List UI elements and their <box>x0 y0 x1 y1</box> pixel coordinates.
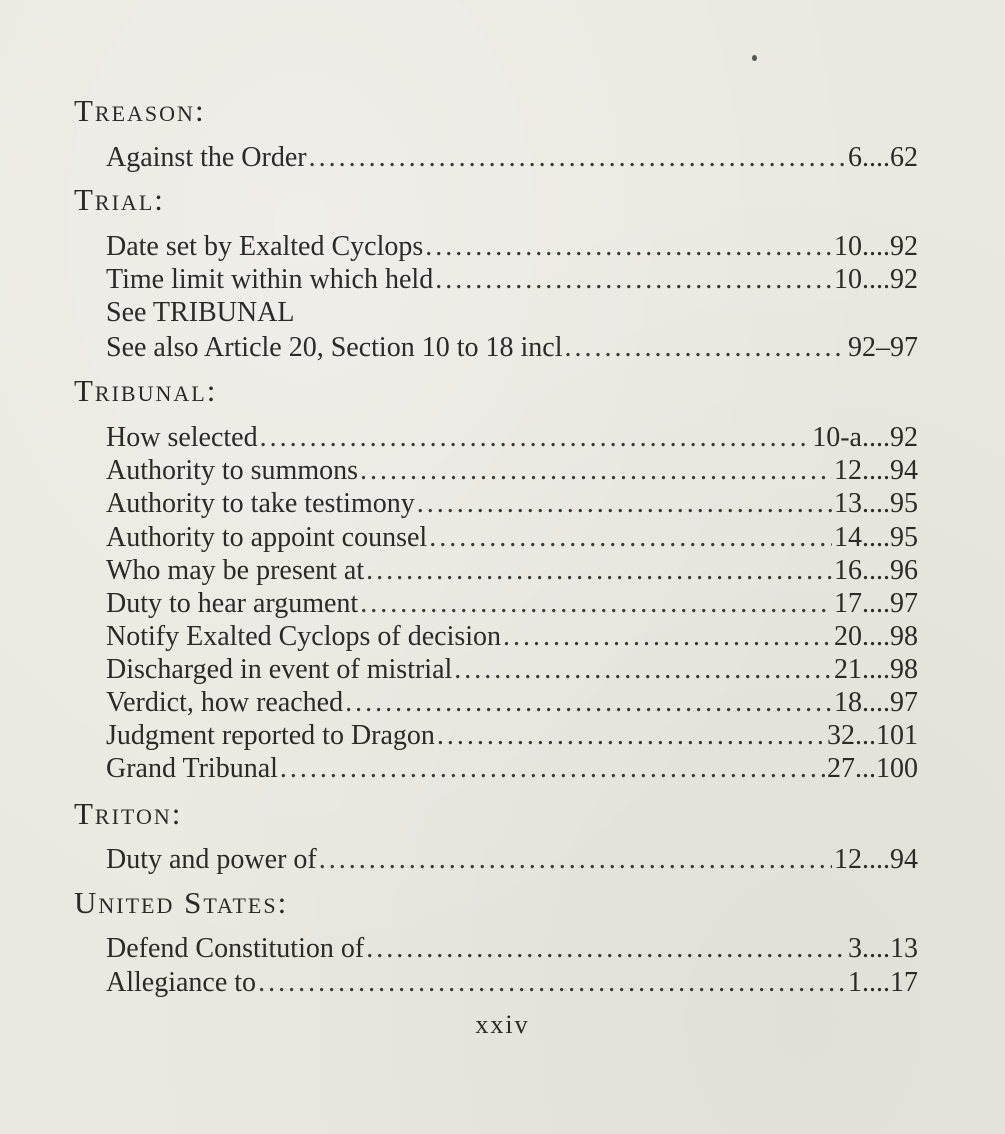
entry-text: See also Article 20, Section 10 to 18 incl <box>106 332 563 363</box>
entry-text: Authority to take testimony <box>106 488 415 519</box>
index-entry <box>106 142 918 174</box>
index-entry <box>106 621 918 653</box>
dot-leader <box>454 654 832 686</box>
index-entry <box>106 422 918 454</box>
heading-treason: Treason: <box>74 93 206 128</box>
index-entry <box>106 654 918 686</box>
dot-leader <box>366 555 832 587</box>
entry-text: Verdict, how reached <box>106 687 344 718</box>
index-entry <box>106 488 918 520</box>
entry-text: Duty to hear argument <box>106 588 359 619</box>
page-number: xxiv <box>475 1010 530 1039</box>
dot-leader <box>425 231 832 263</box>
dot-leader <box>360 455 832 487</box>
entry-text: Against the Order <box>106 142 307 173</box>
entry-reference: 20....98 <box>834 621 918 652</box>
entry-text: Defend Constitution of <box>106 933 365 964</box>
entry-text: Who may be present at <box>106 555 365 586</box>
entry-text: Authority to summons <box>106 455 359 486</box>
heading-tribunal: Tribunal: <box>74 373 218 408</box>
entry-reference: 10....92 <box>834 264 918 295</box>
dot-leader <box>309 142 846 174</box>
entry-text: How selected <box>106 422 258 453</box>
dot-leader <box>319 844 832 876</box>
entry-reference: 10....92 <box>834 231 918 262</box>
entry-text: Discharged in event of mistrial <box>106 654 453 685</box>
dot-leader <box>429 522 832 554</box>
index-entry <box>106 455 918 487</box>
dot-leader <box>345 687 832 719</box>
entry-text: Judgment reported to Dragon <box>106 720 435 751</box>
heading-triton: Triton: <box>74 796 183 831</box>
entry-reference: 18....97 <box>834 687 918 718</box>
heading-united-states: United States: <box>74 885 289 920</box>
entry-reference: 1....17 <box>848 967 918 998</box>
dot-leader <box>280 753 825 785</box>
entry-reference: 12....94 <box>834 455 918 486</box>
index-entry <box>106 753 918 785</box>
index-entry <box>106 967 918 999</box>
entry-text: Date set by Exalted Cyclops <box>106 231 424 262</box>
entry-text: Grand Tribunal <box>106 753 278 784</box>
entry-reference: 10-a....92 <box>812 422 918 453</box>
index-entry <box>106 264 918 296</box>
index-entry <box>106 687 918 719</box>
entry-reference: 32...101 <box>827 720 918 751</box>
entry-reference: 6....62 <box>848 142 918 173</box>
entry-text: Notify Exalted Cyclops of decision <box>106 621 502 652</box>
index-entry <box>106 588 918 620</box>
heading-trial: Trial: <box>74 182 165 217</box>
dot-leader <box>258 967 846 999</box>
entry-reference: 16....96 <box>834 555 918 586</box>
entry-reference: 27...100 <box>827 753 918 784</box>
dot-leader <box>564 332 846 364</box>
index-entry <box>106 332 918 364</box>
entry-text: See TRIBUNAL <box>106 297 295 328</box>
entry-text: Authority to appoint counsel <box>106 522 428 553</box>
dot-leader <box>503 621 832 653</box>
dot-leader <box>366 933 846 965</box>
index-entry <box>106 522 918 554</box>
ink-speck <box>752 55 757 61</box>
dot-leader <box>435 264 832 296</box>
dot-leader <box>360 588 832 620</box>
index-entry <box>106 297 918 329</box>
entry-reference: 13....95 <box>834 488 918 519</box>
entry-reference: 92–97 <box>848 332 918 363</box>
index-entry <box>106 720 918 752</box>
dot-leader <box>437 720 825 752</box>
entry-reference: 3....13 <box>848 933 918 964</box>
dot-leader <box>260 422 811 454</box>
entry-text: Duty and power of <box>106 844 317 875</box>
entry-text: Allegiance to <box>106 967 257 998</box>
index-entry <box>106 844 918 876</box>
index-entry <box>106 555 918 587</box>
entry-reference: 12....94 <box>834 844 918 875</box>
dot-leader <box>417 488 832 520</box>
entry-reference: 21....98 <box>834 654 918 685</box>
index-entry <box>106 933 918 965</box>
entry-reference: 14....95 <box>834 522 918 553</box>
entry-text: Time limit within which held <box>106 264 434 295</box>
index-entry <box>106 231 918 263</box>
entry-reference: 17....97 <box>834 588 918 619</box>
